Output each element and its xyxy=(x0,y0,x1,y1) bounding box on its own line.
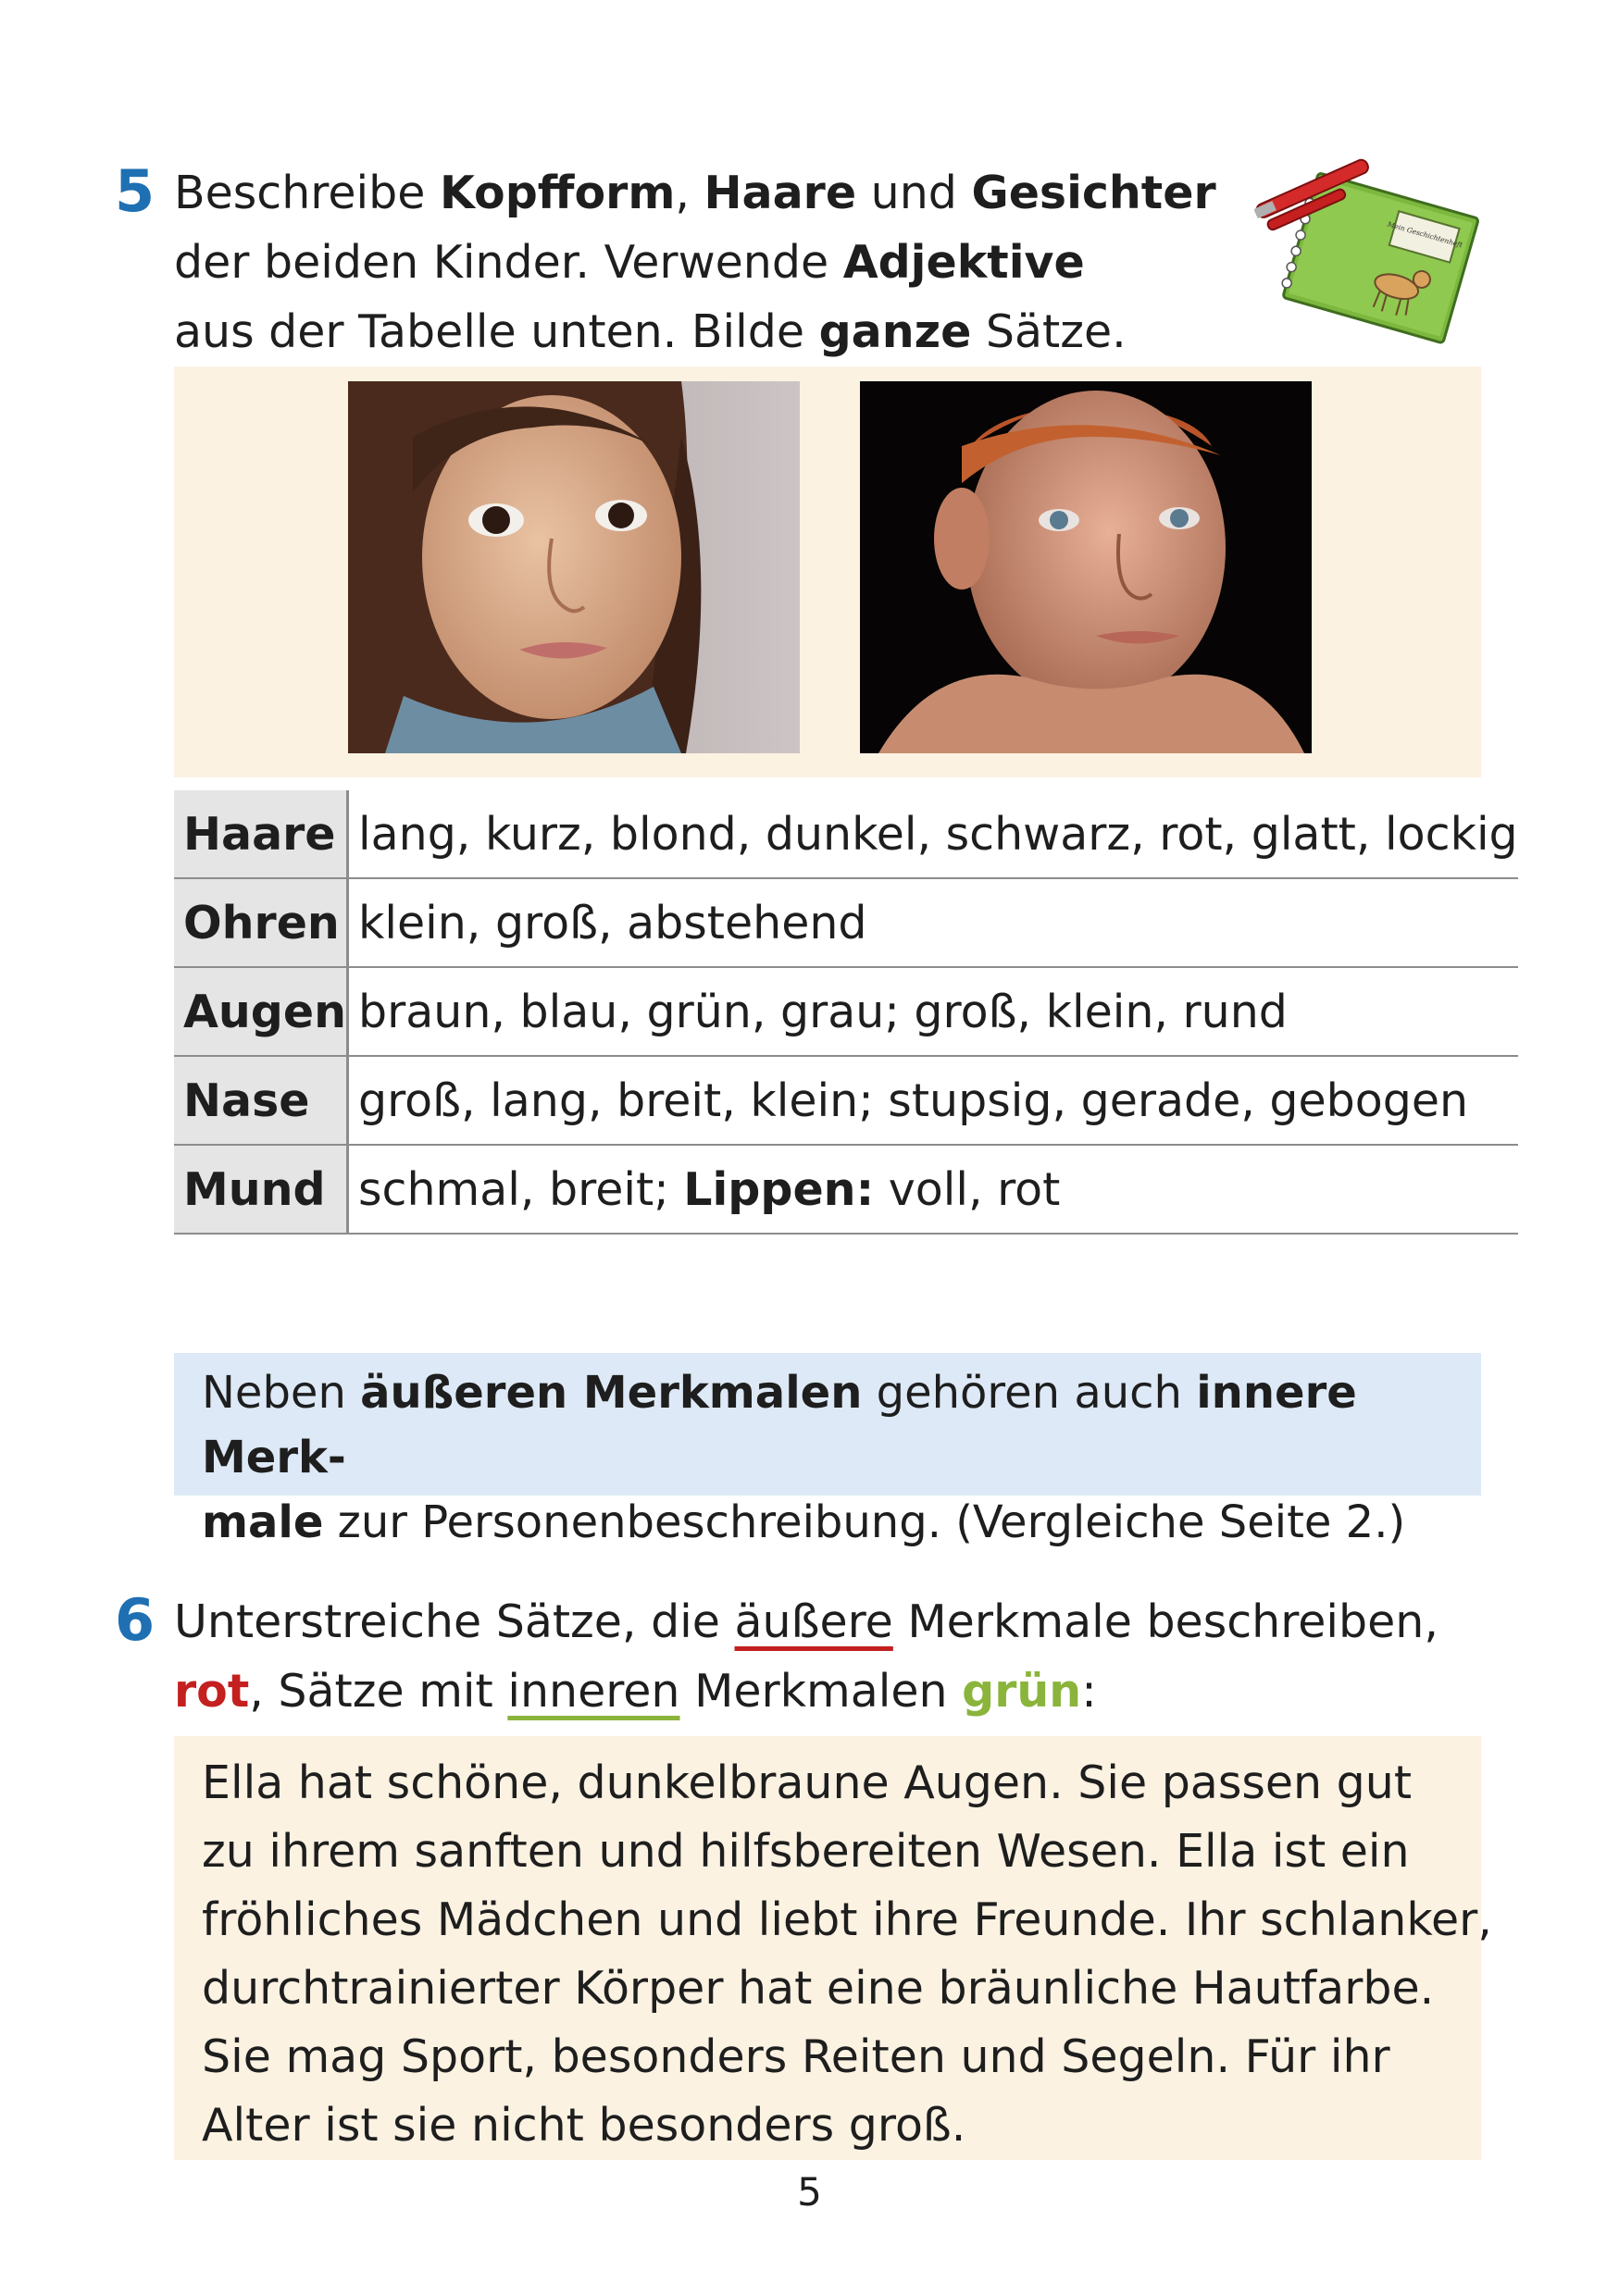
table-row xyxy=(174,1145,1518,1234)
photo-panel xyxy=(174,366,1481,777)
passage-line: Alter ist sie nicht besonders groß. xyxy=(202,2099,966,2152)
table-row xyxy=(174,967,1518,1056)
notebook-pen-illustration xyxy=(1254,157,1495,370)
task6-instruction-line2: rot, Sätze mit inneren Merkmalen grün: xyxy=(174,1665,1097,1718)
photo-boy xyxy=(860,381,1312,753)
table-row xyxy=(174,878,1518,967)
row-key: Ohren xyxy=(174,878,348,967)
passage-line: durchtrainierter Körper hat eine bräunliche Hautfarbe. xyxy=(202,1962,1435,2015)
table-row xyxy=(174,1056,1518,1145)
task5-instruction-line1: Beschreibe Kopfform, Haare und Gesichter xyxy=(174,167,1216,219)
info-box xyxy=(174,1353,1481,1548)
task5-instruction-line3: aus der Tabelle unten. Bilde ganze Sätze. xyxy=(174,305,1127,358)
info-line2: male zur Personenbeschreibung. (Vergleiche Seite 2.) xyxy=(202,1496,1406,1548)
passage-line: zu ihrem sanften und hilfsbereiten Wesen. Ella ist ein xyxy=(202,1825,1410,1878)
adjective-table xyxy=(174,790,1518,1235)
table-row xyxy=(174,790,1518,878)
task-number-5: 5 xyxy=(115,157,156,225)
passage-box xyxy=(174,1736,1492,2160)
row-value: braun, blau, grün, grau; groß, klein, rund xyxy=(348,967,1518,1056)
row-key: Haare xyxy=(174,790,348,878)
row-key: Nase xyxy=(174,1056,348,1145)
row-value: lang, kurz, blond, dunkel, schwarz, rot, glatt, lockig xyxy=(348,790,1518,878)
row-value: groß, lang, breit, klein; stupsig, gerade, gebogen xyxy=(348,1056,1518,1145)
passage-line: Sie mag Sport, besonders Reiten und Segeln. Für ihr xyxy=(202,2030,1390,2083)
task-number-6: 6 xyxy=(115,1586,156,1654)
task5-instruction-line2: der beiden Kinder. Verwende Adjektive xyxy=(174,236,1085,289)
notebook-label-text: Mein Geschichtenheft xyxy=(1386,219,1463,250)
row-value: klein, groß, abstehend xyxy=(348,878,1518,967)
passage-line: Ella hat schöne, dunkelbraune Augen. Sie passen gut xyxy=(202,1756,1413,1809)
task6-instruction-line1: Unterstreiche Sätze, die äußere Merkmale beschreiben, xyxy=(174,1595,1438,1648)
page-number: 5 xyxy=(797,2169,822,2215)
row-key: Augen xyxy=(174,967,348,1056)
row-value: schmal, breit; Lippen: voll, rot xyxy=(348,1145,1518,1234)
row-key: Mund xyxy=(174,1145,348,1234)
photo-girl xyxy=(348,381,800,753)
info-line1: Neben äußeren Merkmalen gehören auch innere Merk- xyxy=(202,1367,1357,1483)
passage-line: fröhliches Mädchen und liebt ihre Freunde. Ihr schlanker, xyxy=(202,1893,1492,1946)
